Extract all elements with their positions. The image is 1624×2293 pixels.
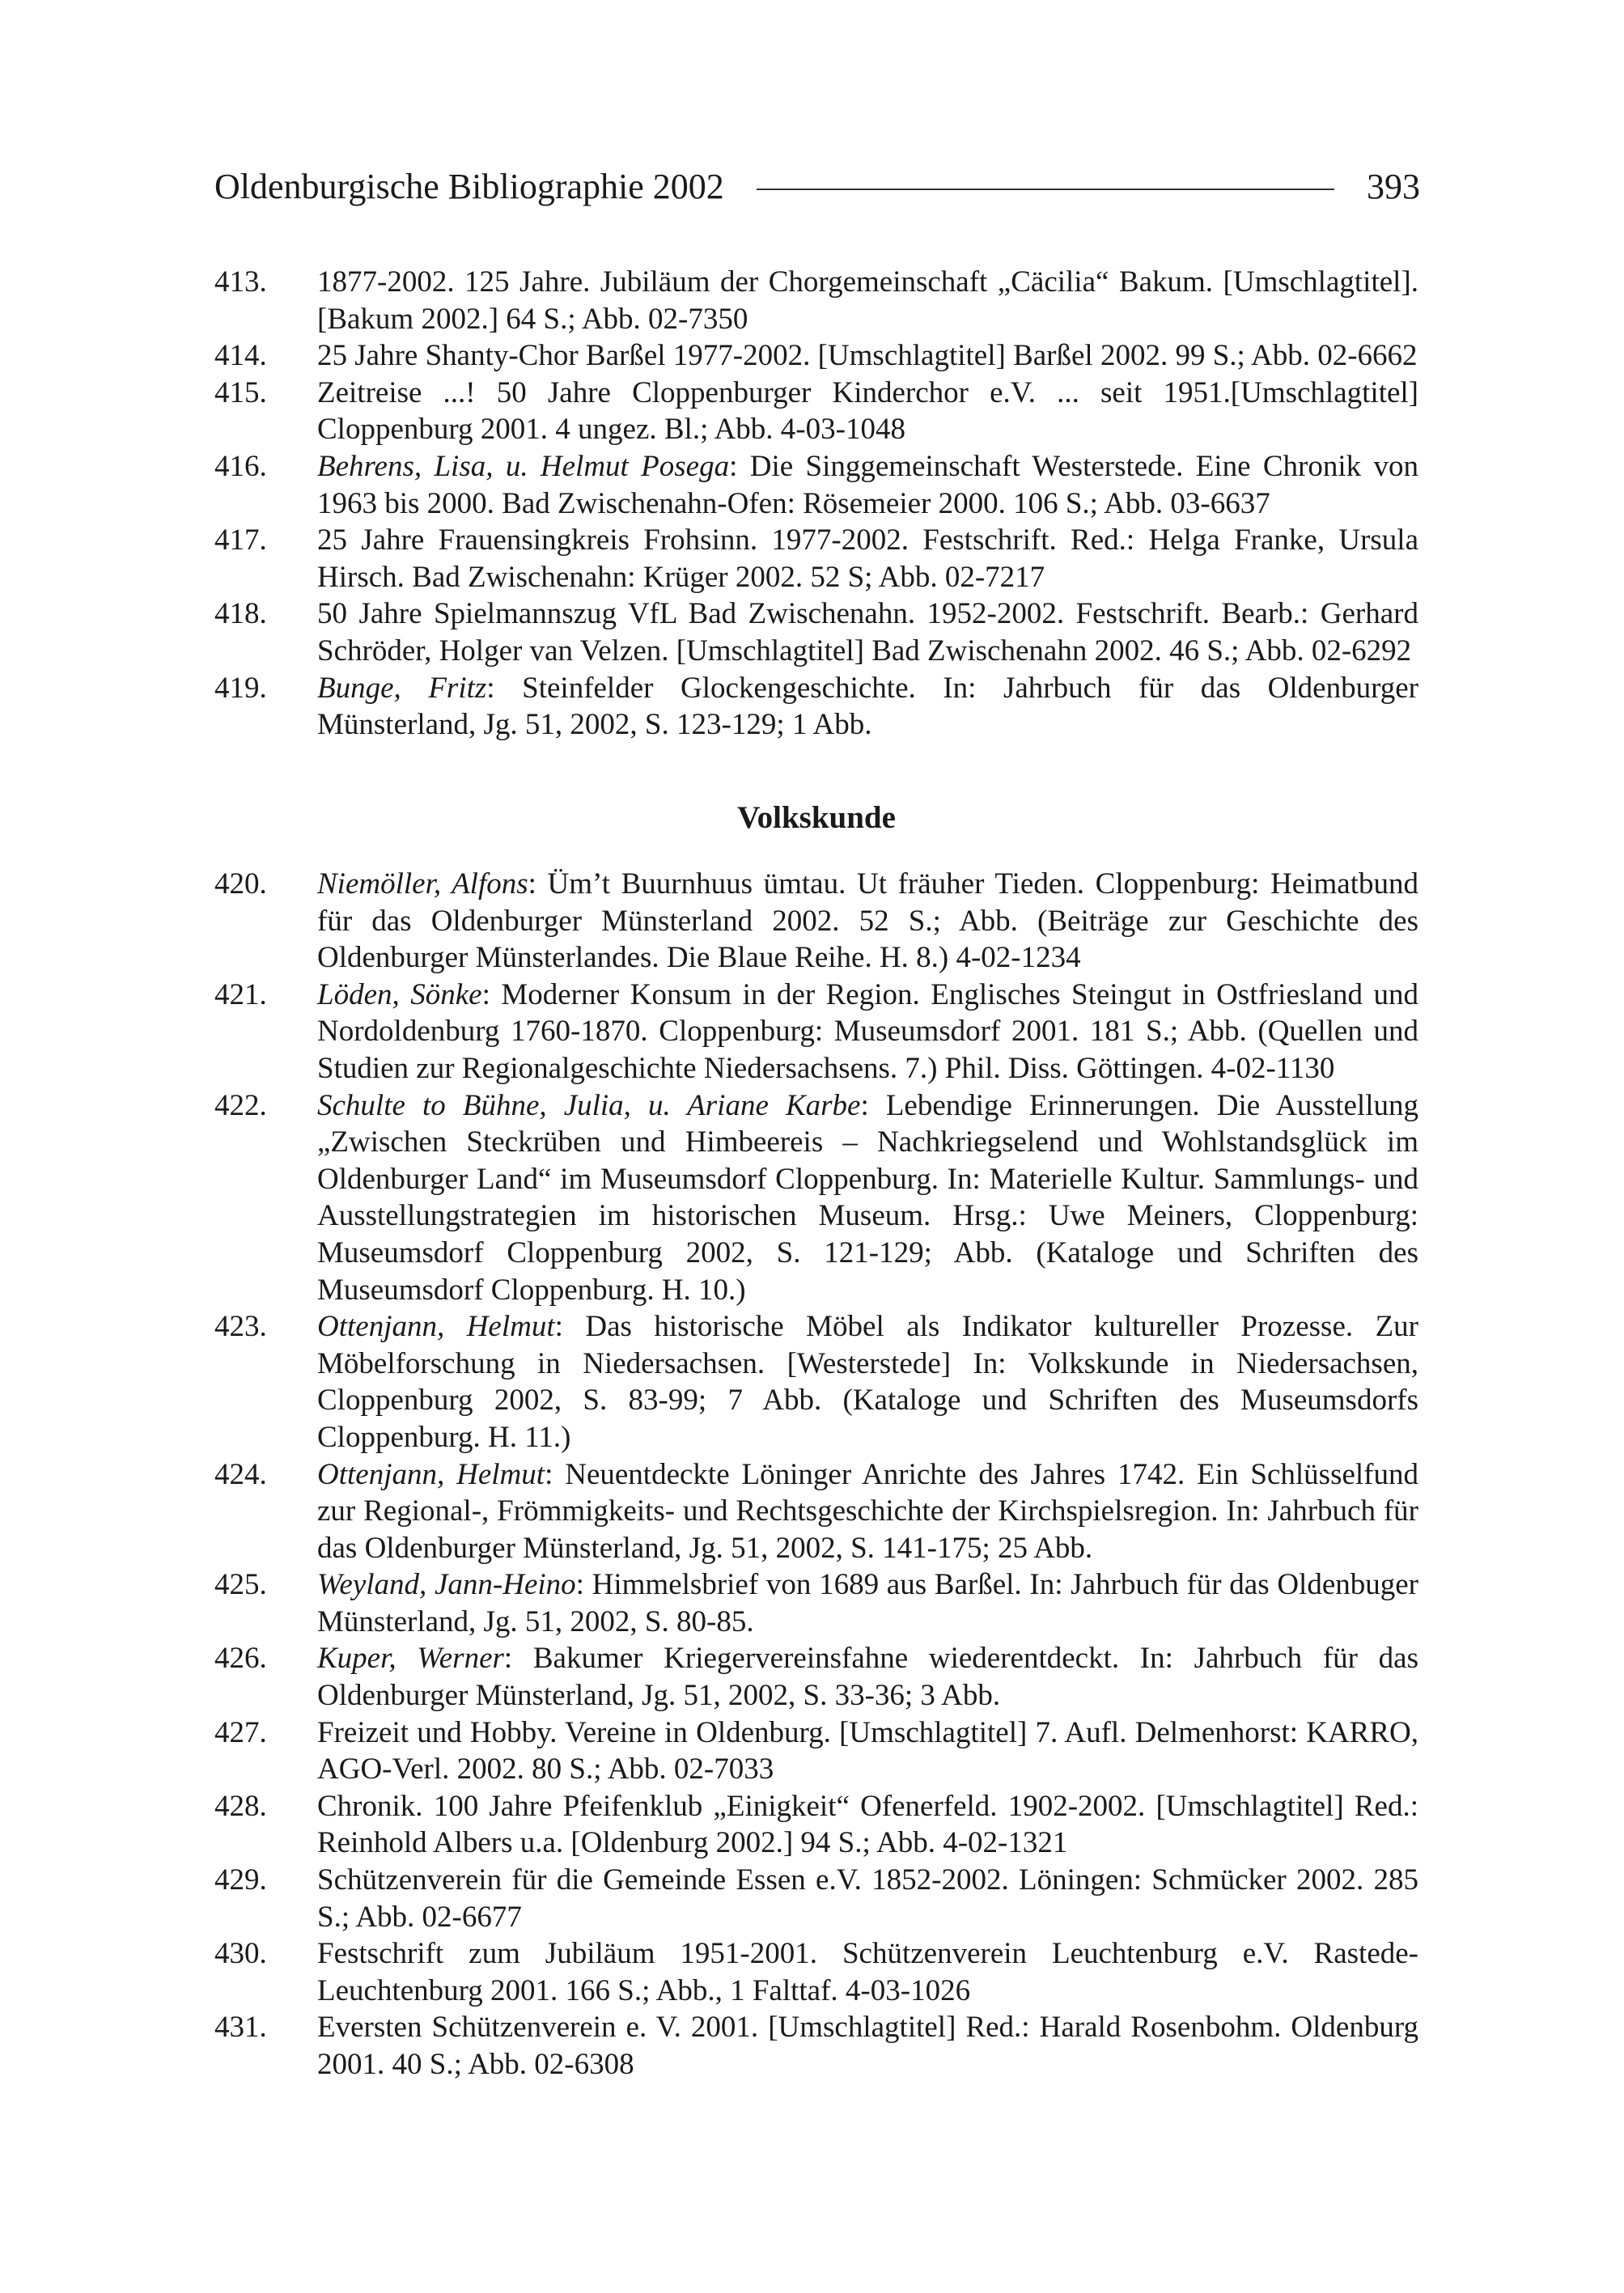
entry-number: 420. (214, 867, 267, 901)
bibliography-entry (214, 2009, 1418, 2083)
entry-text (317, 977, 1418, 1087)
entry-text (317, 522, 1418, 596)
entry-number: 430. (214, 1937, 267, 1971)
entry-body: 25 Jahre Shanty-Chor Barßel 1977-2002. [Umschlagtitel] Barßel 2002. 99 S.; Abb. 02-6662 (317, 339, 1418, 373)
entry-body: : Moderner Konsum in der Region. Englisches Steingut in Ostfriesland und Nordoldenburg 1760-1870. Cloppenburg: Museumsdorf 2001. 181 S.; Abb. (Quellen und Studien zur Regionalgeschichte Niedersachsens. 7.) Phil. Diss. Göttingen. 4-02-1130 (317, 977, 1418, 1085)
entry-number: 424. (214, 1457, 267, 1491)
entry-number: 427. (214, 1715, 267, 1749)
entry-text (317, 264, 1418, 337)
entry-authors: Niemöller, Alfons (317, 867, 528, 901)
entry-text (317, 1456, 1418, 1567)
entry-text (317, 448, 1418, 522)
bibliography-entry (214, 1566, 1418, 1640)
entry-text (317, 596, 1418, 669)
entry-text (317, 670, 1418, 744)
entry-body: Eversten Schützenverein e. V. 2001. [Umschlagtitel] Red.: Harald Rosenbohm. Oldenburg 2001. 40 S.; Abb. 02-6308 (317, 2011, 1418, 2081)
bibliography-entry (214, 264, 1418, 337)
entry-text (317, 866, 1418, 977)
entry-body: : Neuentdeckte Löninger Anrichte des Jahres 1742. Ein Schlüsselfund zur Regional-, Frömmigkeits- und Rechtsgeschichte der Kirchspielsregion. In: Jahrbuch für das Oldenburger Münsterland, Jg. 51, 2002, S. 141-175; 25 Abb. (317, 1457, 1419, 1565)
entry-number: 419. (214, 671, 267, 705)
entry-text (317, 1087, 1418, 1309)
bibliography-entry (214, 375, 1418, 448)
entry-body: : Das historische Möbel als Indikator kultureller Prozesse. Zur Möbelforschung in Niedersachsen. [Westerstede] In: Volkskunde in Niedersachsen, Cloppenburg 2002, S. 83-99; 7 Abb. (Kataloge und Schriften des Museumsdorfs Cloppenburg. H. 11.) (317, 1310, 1418, 1454)
entry-number: 414. (214, 339, 267, 373)
entries-bottom (214, 866, 1418, 2083)
entry-authors: Weyland, Jann-Heino (317, 1568, 576, 1602)
entry-body: 50 Jahre Spielmannszug VfL Bad Zwischenahn. 1952-2002. Festschrift. Bearb.: Gerhard Schröder, Holger van Velzen. [Umschlagtitel] Bad Zwischenahn 2002. 46 S.; Abb. 02-6292 (317, 597, 1418, 668)
entry-number: 428. (214, 1789, 267, 1823)
entry-authors: Ottenjann, Helmut (317, 1457, 545, 1491)
entry-body: : Lebendige Erinnerungen. Die Ausstellung „Zwischen Steckrüben und Himbeereis – Nachkriegselend und Wohlstandsglück im Oldenburger Land“ im Museumsdorf Cloppenburg. In: Materielle Kultur. Sammlungs- und Ausstellungstrategien im historischen Museum. Hrsg.: Uwe Meiners, Cloppenburg: Museumsdorf Cloppenburg 2002, S. 121-129; Abb. (Kataloge und Schriften des Museumsdorf Cloppenburg. H. 10.) (317, 1088, 1418, 1307)
entry-number: 413. (214, 265, 267, 299)
entry-authors: Löden, Sönke (317, 977, 482, 1011)
entry-text (317, 375, 1418, 448)
entry-body: Freizeit und Hobby. Vereine in Oldenburg. [Umschlagtitel] 7. Aufl. Delmenhorst: KARRO, AGO-Verl. 2002. 80 S.; Abb. 02-7033 (317, 1715, 1418, 1787)
header-rule (757, 189, 1334, 190)
entry-number: 425. (214, 1568, 267, 1602)
entry-text (317, 1566, 1418, 1640)
entry-number: 416. (214, 449, 267, 483)
bibliography-entry (214, 1714, 1418, 1788)
entry-text (317, 2009, 1418, 2083)
bibliography-entry (214, 1087, 1418, 1309)
bibliography-entry (214, 337, 1418, 375)
entry-number: 418. (214, 597, 267, 631)
entry-text (317, 1788, 1418, 1862)
entry-body: 1877-2002. 125 Jahre. Jubiläum der Chorgemeinschaft „Cäcilia“ Bakum. [Umschlagtitel]. [Bakum 2002.] 64 S.; Abb. 02-7350 (317, 265, 1418, 336)
bibliography-entry (214, 670, 1418, 744)
entry-text (317, 1862, 1418, 1935)
entry-number: 429. (214, 1863, 267, 1897)
entries-top (214, 264, 1418, 744)
bibliography-entry (214, 596, 1418, 669)
entry-body: : Bakumer Kriegervereinsfahne wiederentdeckt. In: Jahrbuch für das Oldenburger Münsterland, Jg. 51, 2002, S. 33-36; 3 Abb. (317, 1642, 1418, 1713)
entry-text (317, 1714, 1418, 1788)
entry-text (317, 1308, 1418, 1456)
entry-authors: Ottenjann, Helmut (317, 1310, 555, 1344)
entry-body: : Himmelsbrief von 1689 aus Barßel. In: Jahrbuch für das Oldenbuger Münsterland, Jg. 51, 2002, S. 80-85. (317, 1568, 1418, 1638)
page-number: 393 (1367, 167, 1420, 206)
bibliography-entry (214, 522, 1418, 596)
entry-body: 25 Jahre Frauensingkreis Frohsinn. 1977-2002. Festschrift. Red.: Helga Franke, Ursula Hirsch. Bad Zwischenahn: Krüger 2002. 52 S; Abb. 02-7217 (317, 523, 1418, 594)
entry-number: 426. (214, 1642, 267, 1676)
entry-body: Schützenverein für die Gemeinde Essen e.V. 1852-2002. Löningen: Schmücker 2002. 285 S.; Abb. 02-6677 (317, 1863, 1418, 1934)
entry-number: 423. (214, 1310, 267, 1344)
entry-text (317, 337, 1418, 375)
bibliography-entry (214, 1788, 1418, 1862)
entry-text (317, 1640, 1418, 1714)
bibliography-entry (214, 1935, 1418, 2009)
bibliography-entry (214, 1640, 1418, 1714)
running-head (214, 166, 1420, 208)
entry-number: 422. (214, 1088, 267, 1122)
entry-body: : Steinfelder Glockengeschichte. In: Jahrbuch für das Oldenburger Münsterland, Jg. 51, 2002, S. 123-129; 1 Abb. (317, 671, 1418, 742)
entry-body: Zeitreise ...! 50 Jahre Cloppenburger Kinderchor e.V. ... seit 1951.[Umschlagtitel] Cloppenburg 2001. 4 ungez. Bl.; Abb. 4-03-1048 (317, 375, 1418, 447)
entry-number: 421. (214, 977, 267, 1011)
entry-authors: Schulte to Bühne, Julia, u. Ariane Karbe (317, 1088, 861, 1122)
section-heading: Volkskunde (737, 800, 896, 835)
bibliography-entry (214, 866, 1418, 977)
entry-authors: Bunge, Fritz (317, 671, 487, 705)
bibliography-entry (214, 448, 1418, 522)
bibliography-entry (214, 1456, 1418, 1567)
entry-text (317, 1935, 1418, 2009)
entry-number: 415. (214, 375, 267, 409)
entry-authors: Behrens, Lisa, u. Helmut Posega (317, 449, 730, 483)
bibliography-entry (214, 1308, 1418, 1456)
entry-body: Chronik. 100 Jahre Pfeifenklub „Einigkeit“ Ofenerfeld. 1902-2002. [Umschlagtitel] Red.: Reinhold Albers u.a. [Oldenburg 2002.] 94 S.; Abb. 4-02-1321 (317, 1789, 1418, 1860)
running-head-title: Oldenburgische Bibliographie 2002 (214, 167, 724, 206)
entry-body: Festschrift zum Jubiläum 1951-2001. Schützenverein Leuchtenburg e.V. Rastede-Leuchtenburg 2001. 166 S.; Abb., 1 Falttaf. 4-03-1026 (317, 1937, 1418, 2007)
bibliography-entry (214, 977, 1418, 1087)
entry-authors: Kuper, Werner (317, 1642, 504, 1676)
entry-number: 431. (214, 2011, 267, 2045)
entry-body: : Die Singgemeinschaft Westerstede. Eine Chronik von 1963 bis 2000. Bad Zwischenahn-Ofen: Rösemeier 2000. 106 S.; Abb. 03-6637 (317, 449, 1418, 520)
bibliography-entry (214, 1862, 1418, 1935)
entry-body: : Üm’t Buurnhuus ümtau. Ut fräuher Tieden. Cloppenburg: Heimatbund für das Oldenburger Münsterland 2002. 52 S.; Abb. (Beiträge zur Geschichte des Oldenburger Münsterlandes. Die Blaue Reihe. H. 8.) 4-02-1234 (317, 867, 1418, 975)
entry-number: 417. (214, 523, 267, 557)
